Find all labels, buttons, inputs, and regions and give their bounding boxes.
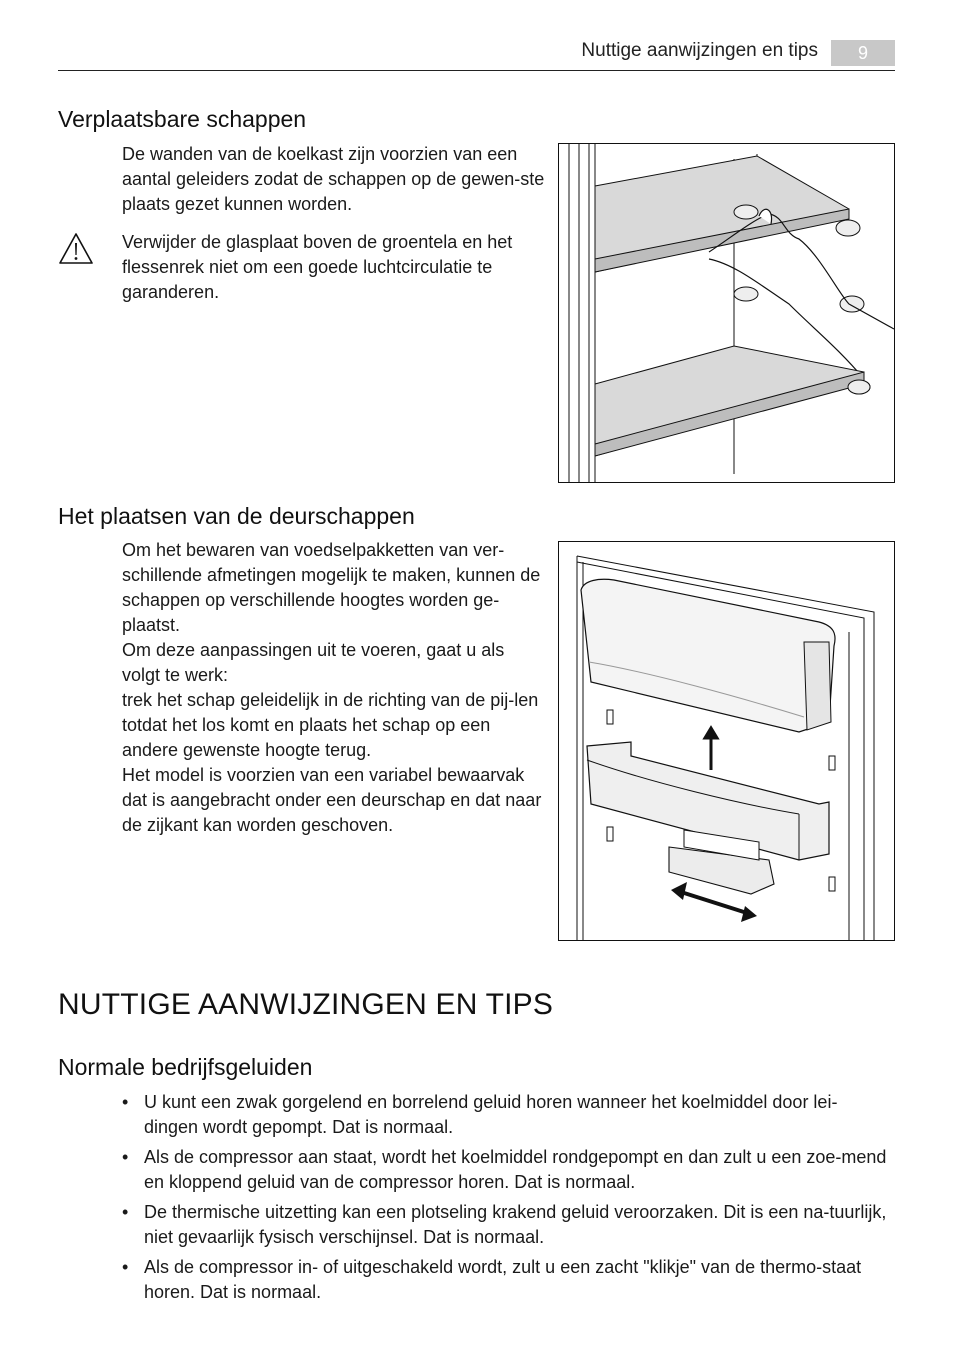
door-paragraph-3: trek het schap geleidelijk in de richting van de pij-len totdat het los komt en plaats het schap op een andere gewenste hoogte terug. [122,690,539,760]
door-shelf-illustration [558,541,895,941]
list-item [122,1200,887,1250]
bullet-symbol: • [122,1147,129,1167]
door-shelves-heading: Het plaatsen van de deurschappen [58,503,415,529]
door-paragraph-4: Het model is voorzien van een variabel bewaarvak dat is aangebracht onder een deurschap en dat naar de zijkant kan worden geschoven. [122,765,542,835]
shelves-heading: Verplaatsbare schappen [58,106,307,132]
running-header-title: Nuttige aanwijzingen en tips [581,40,818,61]
page-number: 9 [831,40,895,66]
sounds-list [122,1090,887,1310]
sounds-heading: Normale bedrijfsgeluiden [58,1054,313,1080]
bullet-symbol: • [122,1092,129,1112]
bullet-symbol: • [122,1257,129,1277]
list-item-text: De thermische uitzetting kan een plotseling krakend geluid veroorzaken. Dit is een na-tuurlijk, niet gevaarlijk fysisch verschijnsel. Dat is normaal. [144,1202,887,1247]
list-item-text: Als de compressor in- of uitgeschakeld wordt, zult u een zacht "klikje" van de thermo-staat horen. Dat is normaal. [144,1257,862,1302]
warning-text: Verwijder de glasplaat boven de groentela en het flessenrek niet om een goede luchtcirculatie te garanderen. [122,232,513,302]
list-item [122,1090,887,1140]
door-paragraph-2: Om deze aanpassingen uit te voeren, gaat u als volgt te werk: [122,640,505,685]
door-paragraph-1: Om het bewaren van voedselpakketten van ver-schillende afmetingen mogelijk te maken, kunnen de schappen op verschillende hoogtes worden ge-plaatst. [122,540,541,635]
list-item [122,1255,887,1305]
door-shelves-paragraphs [122,538,547,838]
header-rule [58,70,895,71]
main-title: NUTTIGE AANWIJZINGEN EN TIPS [58,988,554,1021]
bullet-symbol: • [122,1202,129,1222]
list-item-text: U kunt een zwak gorgelend en borrelend geluid horen wanneer het koelmiddel door lei-dingen wordt gepompt. Dat is normaal. [144,1092,838,1137]
shelf-illustration [558,143,895,483]
list-item [122,1145,887,1195]
list-item-text: Als de compressor aan staat, wordt het koelmiddel rondgepompt en dan zult u een zoe-mend en kloppend geluid van de compressor horen. Dat is normaal. [144,1147,887,1192]
shelves-paragraph-text: De wanden van de koelkast zijn voorzien van een aantal geleiders zodat de schappen op de gewen-ste plaats gezet kunnen worden. [122,144,545,214]
shelves-paragraph [122,142,552,217]
warning-icon [58,232,94,271]
